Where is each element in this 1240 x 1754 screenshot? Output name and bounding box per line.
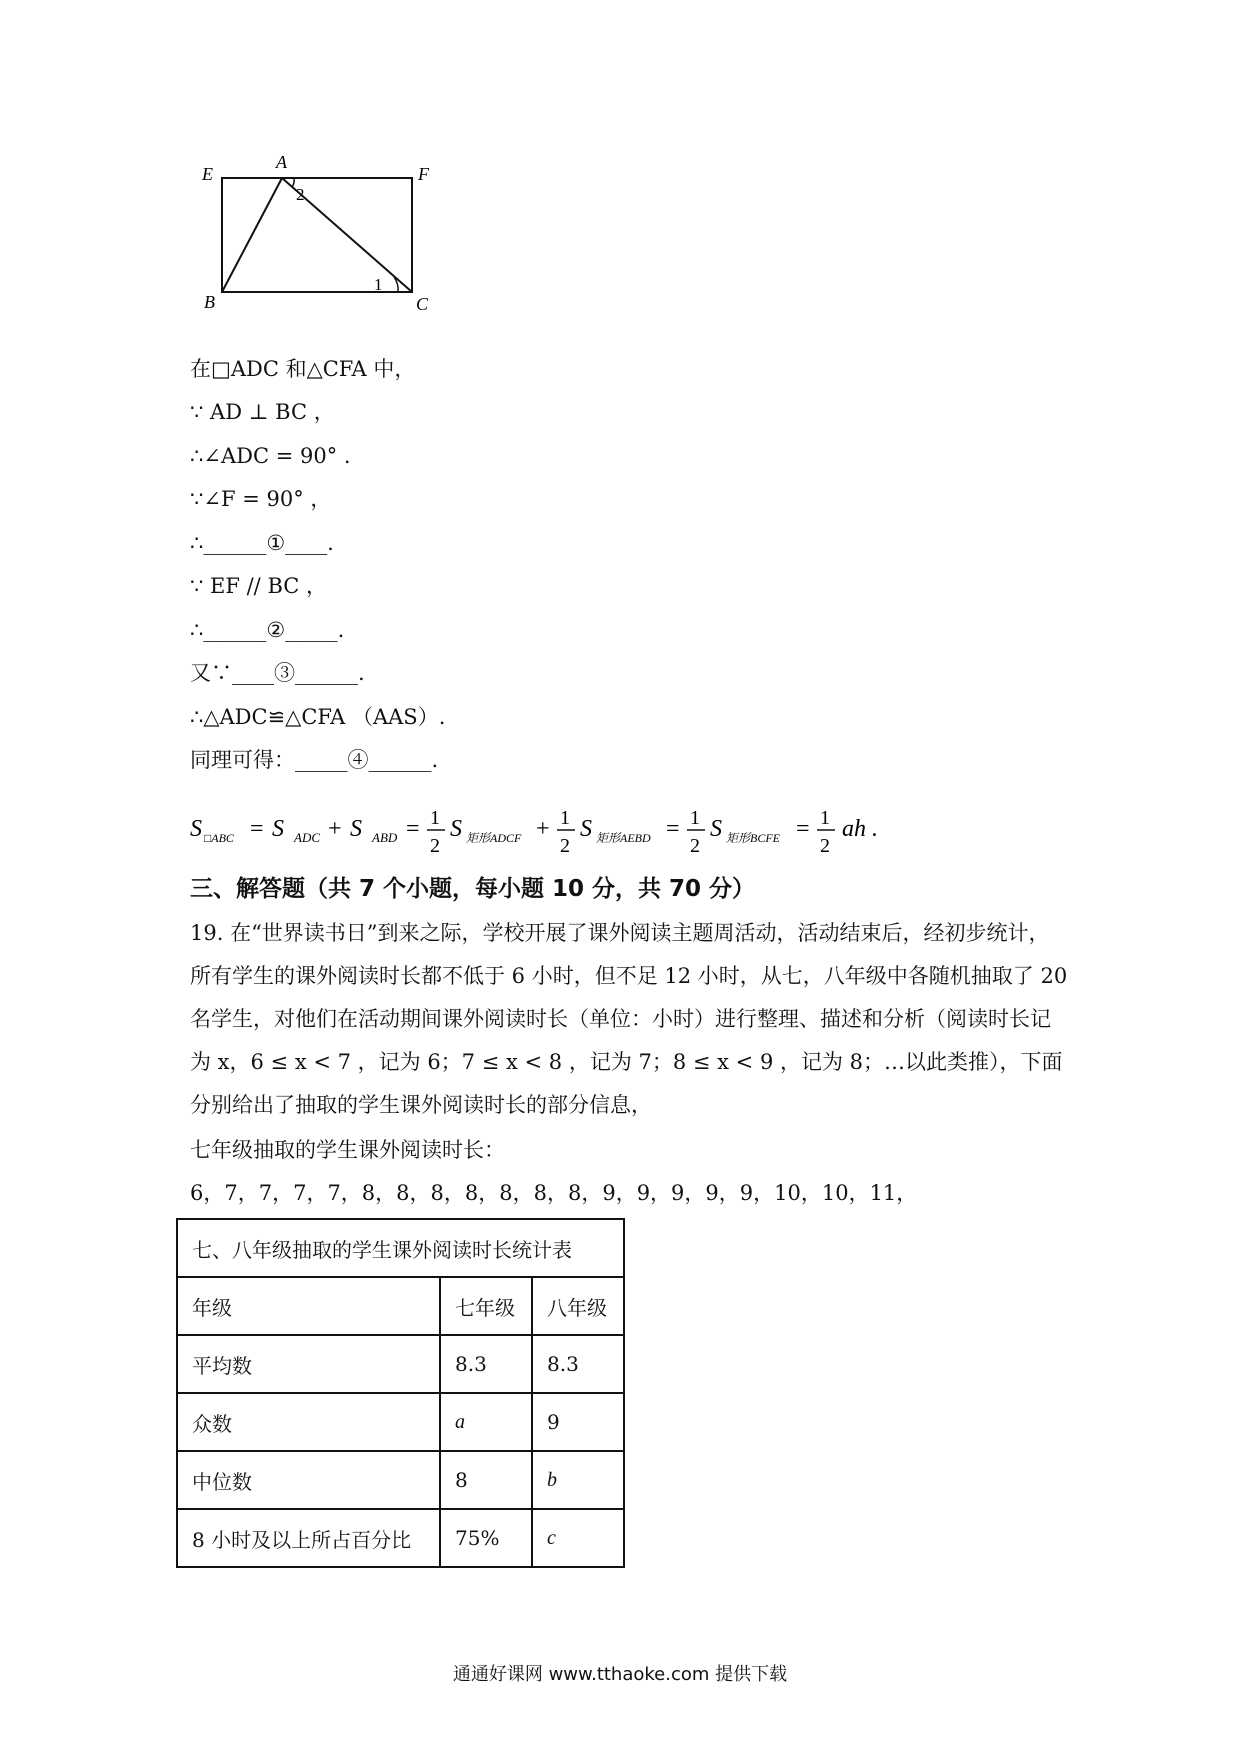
formula-half-den-3: 2: [690, 835, 700, 857]
table-cell: 9: [532, 1393, 624, 1451]
table-cell: 8: [440, 1451, 532, 1509]
table-cell: 8.3: [532, 1335, 624, 1393]
table-cell: c: [532, 1509, 624, 1567]
formula-eq-1: =: [250, 816, 264, 842]
table-header-cell: 八年级: [532, 1277, 624, 1335]
formula-s-r2: S: [580, 816, 592, 842]
rectangle-ebcf: [222, 178, 412, 292]
label-c: C: [416, 294, 429, 314]
table-cell: 平均数: [177, 1335, 440, 1393]
formula-r3-sub: 矩形BCFE: [726, 831, 780, 845]
table-cell: 8.3: [440, 1335, 532, 1393]
segment-ab: [222, 178, 282, 292]
page-footer: 通通好课网 www.tthaoke.com 提供下载: [452, 1664, 788, 1685]
area-formula: [190, 800, 1070, 860]
table-cell: a: [440, 1393, 532, 1451]
table-cell: b: [532, 1451, 624, 1509]
formula-s-r1: S: [450, 816, 462, 842]
table-cell: 8 小时及以上所占百分比: [177, 1509, 440, 1567]
formula-r2-sub: 矩形AEBD: [596, 831, 651, 845]
proof-line-3: ∴∠ADC = 90° .: [190, 444, 351, 468]
proof-line-7: ∴______②_____.: [190, 618, 345, 642]
formula-plus-2: +: [536, 816, 550, 842]
formula-s1-sub: ADC: [294, 830, 320, 845]
proof-line-6: ∵ EF // BC ，: [190, 574, 328, 598]
formula-plus-1: +: [328, 816, 342, 842]
formula-s-1: S: [272, 816, 284, 842]
formula-tail: ah .: [842, 816, 878, 842]
formula-s-main-sub: □ABC: [204, 831, 234, 845]
label-b: B: [204, 292, 215, 312]
formula-r1-sub: 矩形ADCF: [466, 831, 522, 845]
geometry-figure: [190, 150, 480, 335]
proof-line-10: 同理可得：_____④______.: [190, 748, 439, 772]
table-cell: 中位数: [177, 1451, 440, 1509]
formula-s2-sub: ABD: [372, 830, 398, 845]
formula-s-2: S: [350, 816, 362, 842]
formula-s-r3: S: [710, 816, 722, 842]
table-row: [177, 1393, 624, 1451]
formula-half-den-1: 2: [430, 835, 440, 857]
angle-label-2: 2: [296, 185, 305, 204]
question-19-text: 19. 在“世界读书日”到来之际，学校开展了课外阅读主题周活动，活动结束后，经初步统计，所有学生的课外阅读时长都不低于 6 小时，但不足 12 小时，从七，八年级中各随机抽取了 20 名学生，对他们在活动期间课外阅读时长（单位：小时）进行整理、描述和分析（阅读时长记为 x，6 ≤ x < 7 ，记为 6；7 ≤ x < 8 ，记为 7；8 ≤ x < 9 ，记为 8；…以此类推），下面分别给出了抽取的学生课外阅读时长的部分信息，: [190, 921, 1068, 1117]
formula-eq-2: =: [406, 816, 420, 842]
proof-line-5: ∴______①____.: [190, 531, 334, 555]
proof-line-4: ∵∠F = 90° ，: [190, 487, 332, 511]
stats-table: [176, 1218, 625, 1568]
formula-half-num-2: 1: [560, 807, 570, 829]
table-header-cell: 七年级: [440, 1277, 532, 1335]
formula-half-num-3: 1: [690, 807, 700, 829]
table-row: [177, 1335, 624, 1393]
angle-arc-2: [292, 178, 294, 187]
formula-s-main: S: [190, 816, 202, 842]
label-a: A: [276, 152, 287, 172]
table-cell: 75%: [440, 1509, 532, 1567]
proof-line-8: 又∵____③______.: [190, 661, 365, 685]
label-f: F: [418, 164, 429, 184]
formula-half-num-1: 1: [430, 807, 440, 829]
angle-label-1: 1: [374, 275, 383, 294]
formula-half-den-4: 2: [820, 835, 830, 857]
label-e: E: [202, 164, 213, 184]
grade7-data: 6，7，7，7，7，8，8，8，8，8，8，8，9，9，9，9，9，10，10，11，: [190, 1181, 918, 1205]
table-cell: 众数: [177, 1393, 440, 1451]
formula-eq-3: =: [666, 816, 680, 842]
proof-line-2: ∵ AD ⊥ BC ，: [190, 400, 335, 424]
proof-line-1: 在□ADC 和△CFA 中，: [190, 357, 416, 381]
table-row: [177, 1451, 624, 1509]
formula-half-den-2: 2: [560, 835, 570, 857]
section-title: 三、解答题（共 7 个小题，每小题 10 分，共 70 分）: [190, 876, 756, 902]
table-row: [177, 1509, 624, 1567]
table-title: 七、八年级抽取的学生课外阅读时长统计表: [177, 1219, 624, 1277]
table-header-cell: 年级: [177, 1277, 440, 1335]
formula-eq-4: =: [796, 816, 810, 842]
table-title-row: [177, 1219, 624, 1277]
grade7-label: 七年级抽取的学生课外阅读时长：: [190, 1138, 505, 1162]
table-header-row: [177, 1277, 624, 1335]
formula-half-num-4: 1: [820, 807, 830, 829]
proof-line-9: ∴△ADC≌△CFA （AAS）.: [190, 705, 446, 729]
